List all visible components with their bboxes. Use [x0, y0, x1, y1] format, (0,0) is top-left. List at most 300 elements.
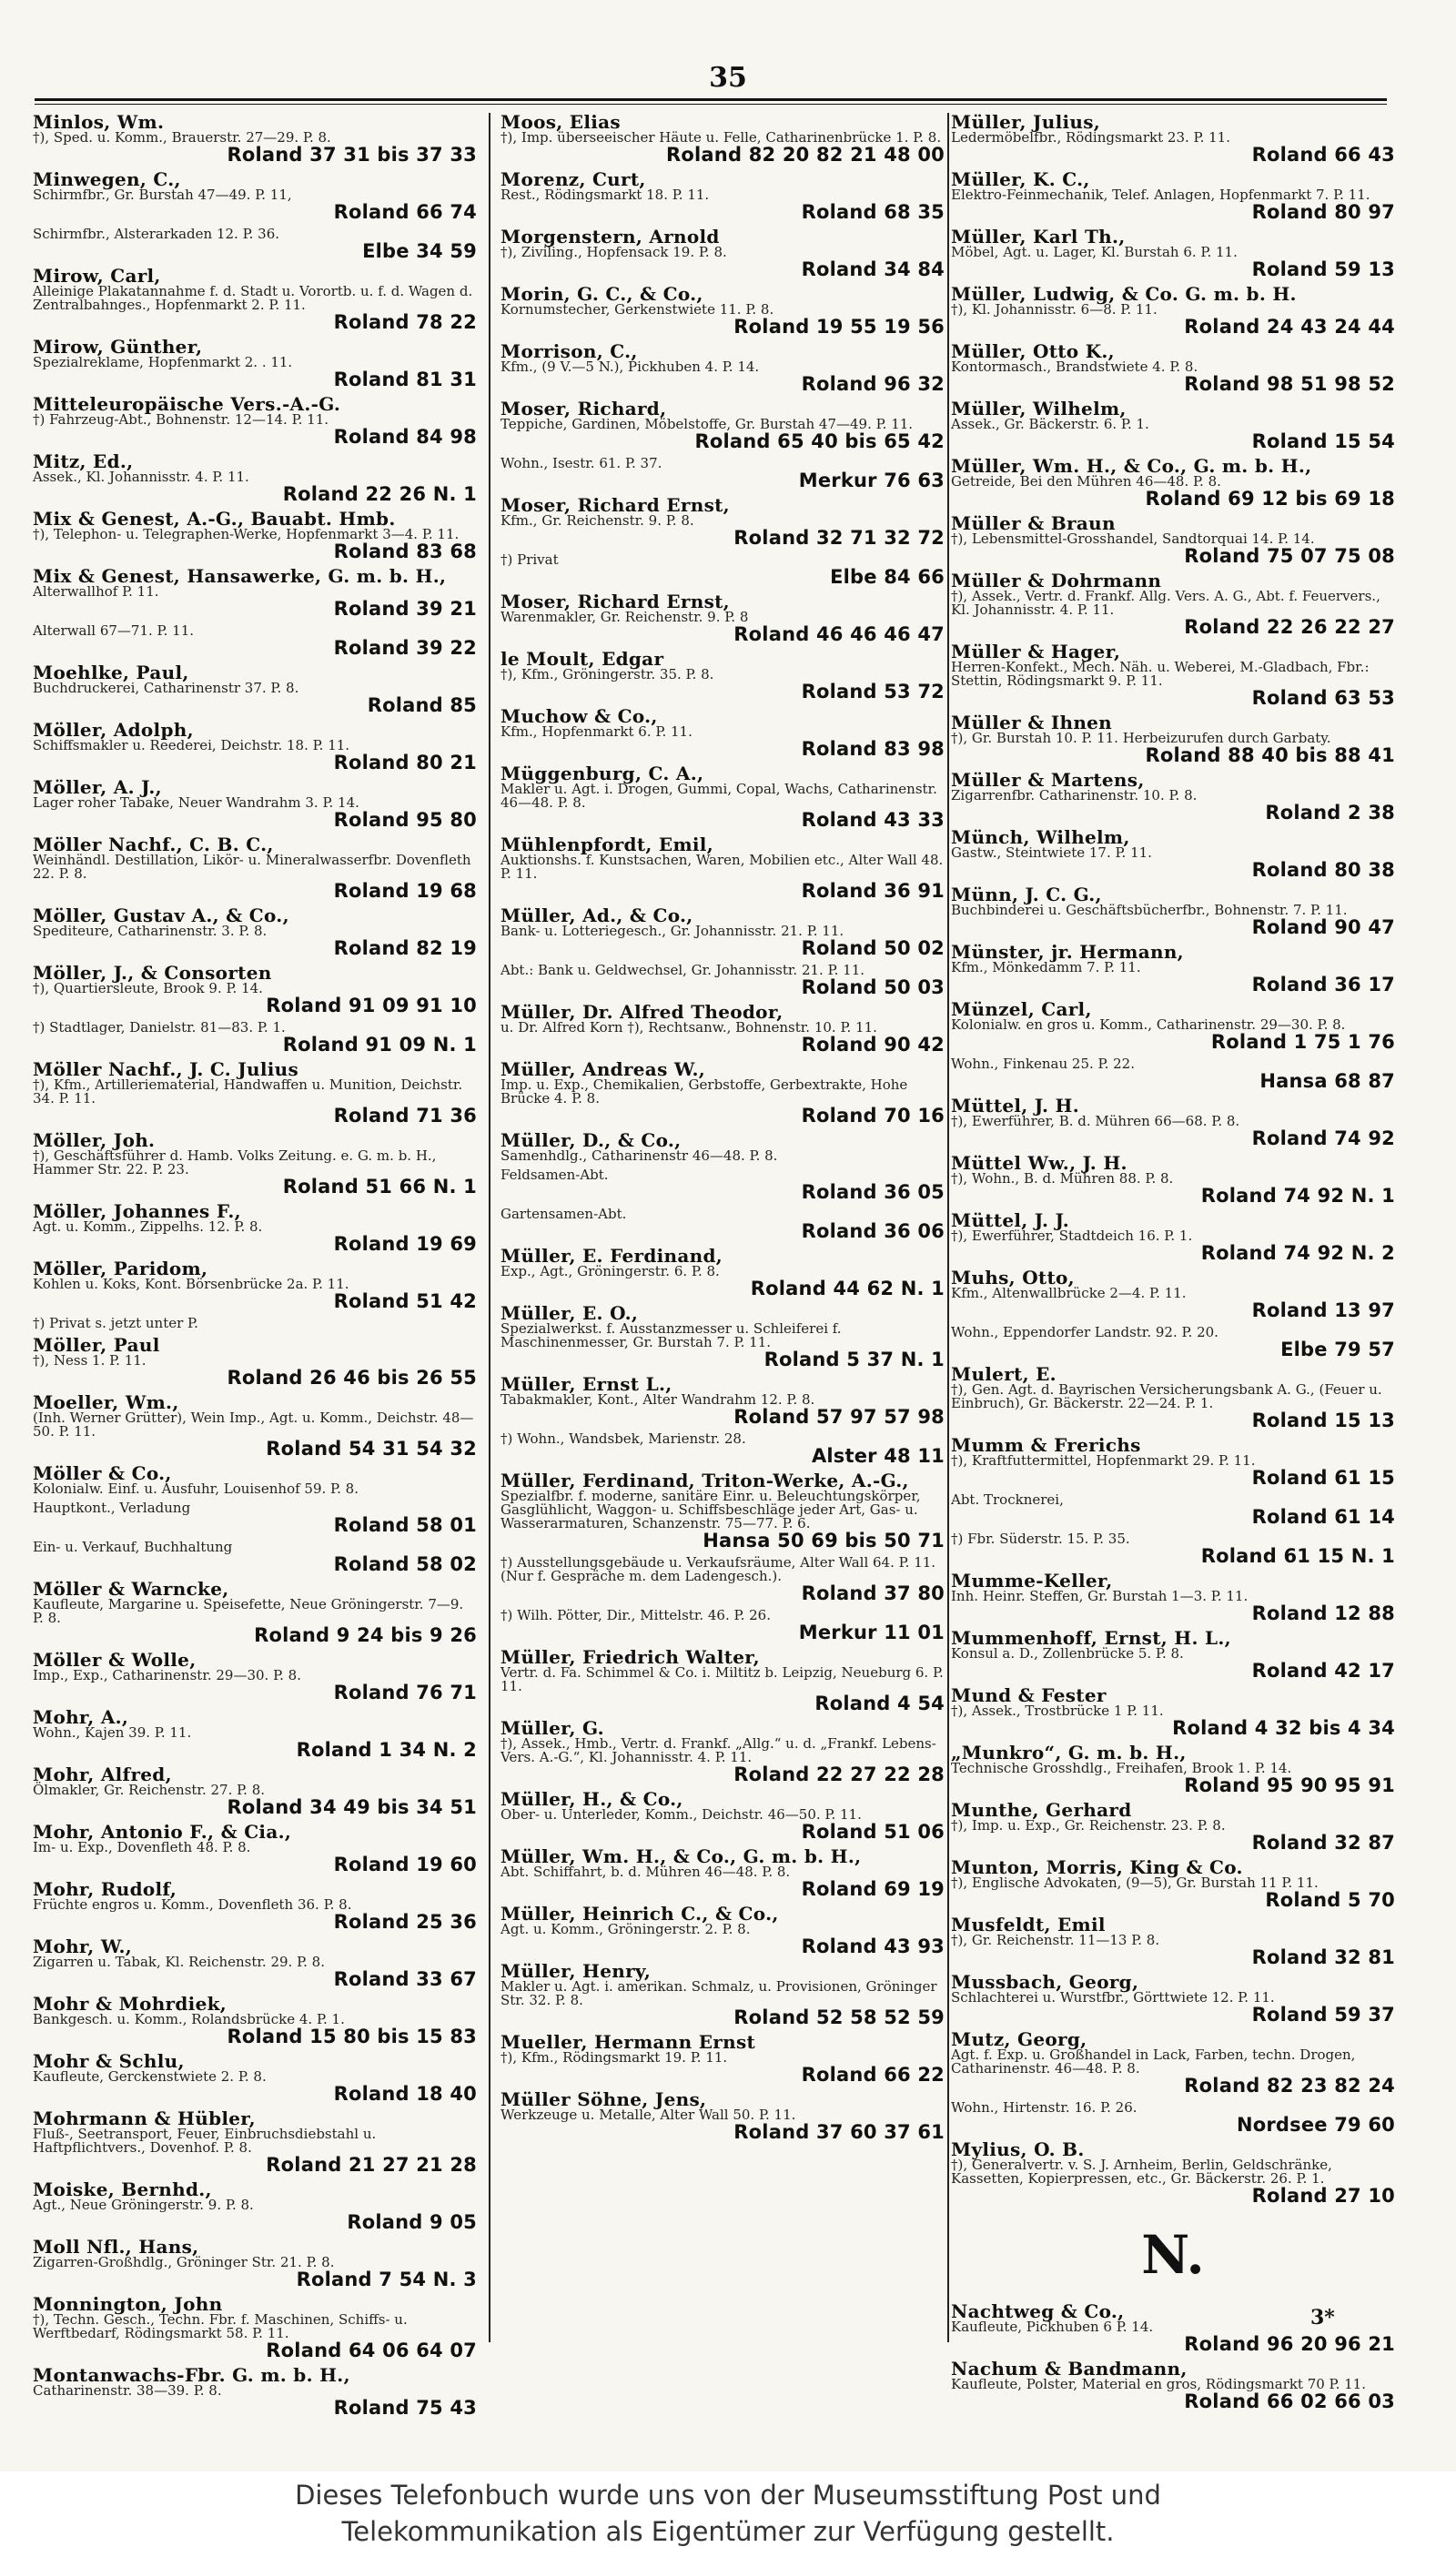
- directory-entry: [33, 1651, 477, 1703]
- entry-name: Müttel, J. J.: [951, 1209, 1070, 1231]
- entry-name: Müller, D., & Co.,: [500, 1129, 682, 1151]
- entry-description: †), Gr. Reichenstr. 11—13 P. 8.: [951, 1932, 1160, 1948]
- entry-name: Müller & Braun: [951, 512, 1116, 534]
- directory-entry: [33, 1765, 477, 1817]
- entry-name: Montanwachs-Fbr. G. m. b. H.,: [33, 2364, 350, 2386]
- entry-name: Müller, G.: [500, 1717, 604, 1739]
- entry-description: Konsul a. D., Zollenbrücke 5. P. 8.: [951, 1645, 1184, 1662]
- entry-description: †), Imp. überseeischer Häute u. Felle, Catharinenbrücke 1. P. 8.: [500, 129, 942, 146]
- entry-telephone: Roland 98 51 98 52: [1184, 373, 1395, 395]
- entry-name: Müller, Karl Th.,: [951, 226, 1126, 248]
- entry-name: Müller, Henry,: [500, 1960, 652, 1982]
- entry-telephone: Roland 51 66 N. 1: [282, 1176, 477, 1198]
- entry-name: Mylius, O. B.: [951, 2138, 1085, 2160]
- directory-entry: [33, 1021, 477, 1055]
- entry-description: Elektro-Feinmechanik, Telef. Anlagen, Hopfenmarkt 7. P. 11.: [951, 187, 1370, 203]
- directory-entry: [500, 342, 945, 394]
- entry-telephone: Roland 33 67: [333, 1968, 477, 1990]
- directory-entry: [33, 113, 477, 165]
- entry-description: †), Assek., Vertr. d. Frankf. Allg. Vers. A. G., Abt. f. Feuervers., Kl. Johannisstr. 4. P. 11.: [951, 588, 1380, 618]
- entry-description: Werkzeuge u. Metalle, Alter Wall 50. P. 11.: [500, 2107, 796, 2123]
- entry-description: u. Dr. Alfred Korn †), Rechtsanw., Bohnenstr. 10. P. 11.: [500, 1019, 877, 1036]
- directory-entry: [33, 1937, 477, 1989]
- directory-entry: [33, 170, 477, 222]
- entry-telephone: Nordsee 79 60: [1236, 2114, 1395, 2136]
- entry-telephone: Roland 43 33: [801, 809, 945, 831]
- entry-name: Müller, Dr. Alfred Theodor,: [500, 1001, 784, 1023]
- directory-entry: [951, 170, 1395, 222]
- directory-entry: [951, 1365, 1395, 1430]
- entry-name: Müller Söhne, Jens,: [500, 2088, 707, 2110]
- entry-description: †), Quartiersleute, Brook 9. P. 14.: [33, 980, 263, 996]
- entry-telephone: Roland 90 42: [801, 1034, 945, 1056]
- entry-name: Müller, Friedrich Walter,: [500, 1646, 760, 1668]
- entry-telephone: Roland 75 43: [333, 2397, 477, 2419]
- directory-entry: [33, 1259, 477, 1311]
- directory-entry: [951, 514, 1395, 566]
- entry-description: †), Imp. u. Exp., Gr. Reichenstr. 23. P. 8.: [951, 1817, 1226, 1834]
- entry-name: Müller & Dohrmann: [951, 570, 1162, 591]
- directory-entry: [33, 778, 477, 830]
- entry-name: Müller, Wm. H., & Co., G. m. b. H.,: [500, 1845, 862, 1867]
- directory-entry: [951, 1629, 1395, 1681]
- entry-description: Wohn., Eppendorfer Landstr. 92. P. 20.: [951, 1324, 1218, 1340]
- entry-description: Spezialwerkst. f. Ausstanzmesser u. Schleiferei f. Maschinenmesser, Gr. Burstah 7. P. 11.: [500, 1320, 842, 1350]
- entry-telephone: Roland 78 22: [333, 311, 477, 333]
- entry-description: Ölmakler, Gr. Reichenstr. 27. P. 8.: [33, 1782, 265, 1798]
- entry-description: Im- u. Exp., Dovenfleth 48. P. 8.: [33, 1839, 251, 1855]
- entry-description: †), Lebensmittel-Grosshandel, Sandtorquai 14. P. 14.: [951, 531, 1315, 547]
- directory-entry: [500, 496, 945, 548]
- entry-name: Mühlenpfordt, Emil,: [500, 834, 713, 855]
- column-right: [951, 111, 1395, 2412]
- directory-entry: [500, 1131, 945, 1163]
- directory-entry: [500, 2090, 945, 2142]
- entry-name: Müller, Julius,: [951, 111, 1101, 133]
- directory-entry: [33, 1464, 477, 1496]
- entry-name: Münch, Wilhelm,: [951, 826, 1130, 848]
- directory-entry: [500, 1168, 945, 1202]
- entry-description: †), Kl. Johannisstr. 6—8. P. 11.: [951, 301, 1158, 318]
- entry-telephone: Roland 71 36: [333, 1105, 477, 1127]
- entry-telephone: Roland 51 42: [333, 1290, 477, 1312]
- entry-telephone: Roland 36 06: [801, 1220, 945, 1242]
- entry-name: Musfeldt, Emil: [951, 1914, 1106, 1935]
- entry-telephone: Merkur 11 01: [798, 1622, 945, 1643]
- directory-entry: [951, 1326, 1395, 1359]
- directory-entry: [500, 1432, 945, 1466]
- header-rule: [35, 98, 1387, 105]
- entry-name: Mix & Genest, A.-G., Bauabt. Hmb.: [33, 508, 396, 530]
- entry-name: Mohr & Mohrdiek,: [33, 1993, 228, 2015]
- entry-telephone: Roland 85: [367, 694, 477, 716]
- directory-entry: [951, 1532, 1395, 1566]
- entry-description: Kontormasch., Brandstwiete 4. P. 8.: [951, 359, 1198, 375]
- entry-description: Bankgesch. u. Komm., Rolandsbrücke 4. P. 1.: [33, 2011, 345, 2027]
- entry-description: †), Geschäftsführer d. Hamb. Volks Zeitung. e. G. m. b. H., Hammer Str. 22. P. 23.: [33, 1147, 437, 1177]
- entry-telephone: Alster 48 11: [811, 1445, 945, 1467]
- entry-telephone: Roland 69 12 bis 69 18: [1145, 488, 1395, 510]
- directory-entry: [33, 1880, 477, 1932]
- entry-description: Wohn., Isestr. 61. P. 37.: [500, 455, 662, 471]
- directory-entry: [33, 227, 477, 261]
- entry-description: †), Ewerführer, Stadtdeich 16. P. 1.: [951, 1228, 1193, 1244]
- entry-name: Monnington, John: [33, 2293, 223, 2315]
- entry-name: Moeller, Wm.,: [33, 1391, 179, 1413]
- directory-entry: [500, 1375, 945, 1427]
- entry-telephone: Roland 12 88: [1251, 1602, 1395, 1624]
- directory-entry: [500, 113, 945, 165]
- entry-telephone: Roland 37 60 37 61: [733, 2121, 945, 2143]
- directory-entry: [951, 1858, 1395, 1910]
- directory-entry: [33, 452, 477, 504]
- entry-telephone: Roland 80 38: [1251, 859, 1395, 881]
- entry-telephone: Roland 91 09 N. 1: [282, 1034, 477, 1056]
- directory-entry: [500, 1719, 945, 1784]
- directory-entry: [33, 2295, 477, 2360]
- entry-description: Agt. u. Komm., Zippelhs. 12. P. 8.: [33, 1218, 263, 1235]
- directory-entry: [951, 113, 1395, 165]
- directory-entry: [500, 1905, 945, 1956]
- directory-entry: [33, 835, 477, 901]
- entry-name: Müller, Ad., & Co.,: [500, 905, 693, 926]
- entry-telephone: Roland 69 19: [801, 1878, 945, 1900]
- entry-description: Ein- u. Verkauf, Buchhaltung: [33, 1539, 233, 1555]
- entry-name: Mutz, Georg,: [951, 2028, 1087, 2050]
- entry-description: Abt. Schiffahrt, b. d. Mühren 46—48. P. 8.: [500, 1864, 791, 1880]
- entry-description: Feldsamen-Abt.: [500, 1167, 609, 1183]
- entry-telephone: Roland 74 92 N. 1: [1200, 1185, 1395, 1207]
- directory-entry: [500, 553, 945, 587]
- entry-description: Auktionshs. f. Kunstsachen, Waren, Mobilien etc., Alter Wall 48. P. 11.: [500, 852, 944, 882]
- page-signature: 3*: [1310, 2306, 1335, 2330]
- entry-description: Wohn., Finkenau 25. P. 22.: [951, 1056, 1135, 1072]
- entry-name: Möller, Johannes F.,: [33, 1200, 241, 1222]
- directory-entry: [500, 1003, 945, 1055]
- entry-name: Moos, Elias: [500, 111, 621, 133]
- entry-telephone: Roland 36 17: [1251, 974, 1395, 996]
- entry-description: †), Sped. u. Komm., Brauerstr. 27—29. P. 8.: [33, 129, 331, 146]
- entry-telephone: Roland 81 31: [333, 369, 477, 390]
- entry-description: Warenmakler, Gr. Reichenstr. 9. P. 8: [500, 609, 749, 625]
- entry-name: Münn, J. C. G.,: [951, 884, 1102, 905]
- directory-entry: [33, 1708, 477, 1760]
- entry-telephone: Roland 84 98: [333, 426, 477, 448]
- directory-entry: [500, 1962, 945, 2027]
- entry-description: Kfm., Altenwallbrücke 2—4. P. 11.: [951, 1285, 1187, 1301]
- entry-telephone: Roland 36 05: [801, 1181, 945, 1203]
- entry-telephone: Roland 1 34 N. 2: [296, 1739, 477, 1761]
- entry-description: Lager roher Tabake, Neuer Wandrahm 3. P. 14.: [33, 794, 359, 811]
- entry-telephone: Roland 5 37 N. 1: [763, 1349, 945, 1370]
- entry-telephone: Roland 91 09 91 10: [266, 995, 477, 1016]
- directory-entry: [33, 663, 477, 715]
- entry-telephone: Merkur 76 63: [798, 470, 945, 491]
- entry-telephone: Roland 90 47: [1251, 916, 1395, 938]
- entry-telephone: Roland 27 10: [1251, 2185, 1395, 2207]
- directory-entry: [951, 1572, 1395, 1623]
- entry-description: †), Englische Advokaten, (9—5), Gr. Burstah 11 P. 11.: [951, 1875, 1319, 1891]
- entry-telephone: Roland 68 35: [801, 201, 945, 223]
- directory-entry: [951, 1493, 1395, 1527]
- entry-description: †) Privat: [500, 551, 559, 568]
- entry-name: Möller, Joh.: [33, 1129, 156, 1151]
- entry-description: †), Techn. Gesch., Techn. Fbr. f. Maschinen, Schiffs- u. Werftbedarf, Rödingsmarkt 58. P. 11.: [33, 2311, 408, 2341]
- directory-entry: [33, 567, 477, 619]
- entry-description: Samenhdlg., Catharinenstr 46—48. P. 8.: [500, 1147, 778, 1164]
- entry-telephone: Roland 21 27 21 28: [266, 2154, 477, 2176]
- column-middle: [500, 113, 945, 2333]
- entry-description: Spezialreklame, Hopfenmarkt 2. . 11.: [33, 354, 293, 370]
- entry-description: †), Gen. Agt. d. Bayrischen Versicherungsbank A. G., (Feuer u. Einbruch), Gr. Bäckerstr. 22—24. P. 1.: [951, 1381, 1382, 1411]
- entry-description: Schirmfbr., Alsterarkaden 12. P. 36.: [33, 226, 280, 242]
- entry-telephone: Roland 4 32 bis 4 34: [1172, 1717, 1395, 1739]
- entry-name: Müggenburg, C. A.,: [500, 763, 704, 784]
- directory-entry: [33, 338, 477, 389]
- entry-description: †), Kfm., Rödingsmarkt 19. P. 11.: [500, 2049, 728, 2066]
- entry-name: Morin, G. C., & Co.,: [500, 283, 703, 305]
- entry-description: Getreide, Bei den Mühren 46—48. P. 8.: [951, 473, 1221, 490]
- entry-description: Buchbinderei u. Geschäftsbücherfbr., Bohnenstr. 7. P. 11.: [951, 902, 1348, 918]
- entry-telephone: Roland 37 80: [801, 1582, 945, 1604]
- entry-name: Mirow, Günther,: [33, 336, 203, 358]
- entry-description: Gastw., Steintwiete 17. P. 11.: [951, 844, 1152, 861]
- page-number: 35: [709, 62, 747, 94]
- entry-description: †), Kfm., Gröningerstr. 35. P. 8.: [500, 666, 714, 682]
- entry-description: Zigarren u. Tabak, Kl. Reichenstr. 29. P. 8.: [33, 1954, 325, 1970]
- entry-telephone: Roland 82 23 82 24: [1184, 2075, 1395, 2097]
- entry-telephone: Roland 61 15: [1251, 1467, 1395, 1489]
- entry-description: Inh. Heinr. Steffen, Gr. Burstah 1—3. P. 11.: [951, 1588, 1249, 1604]
- entry-telephone: Roland 58 02: [333, 1553, 477, 1575]
- entry-description: Catharinenstr. 38—39. P. 8.: [33, 2382, 222, 2399]
- entry-description: Kaufleute, Pickhuben 6 P. 14.: [951, 2319, 1154, 2335]
- entry-telephone: Roland 19 69: [333, 1233, 477, 1255]
- directory-entry: [500, 399, 945, 451]
- footer-notice: [0, 2471, 1456, 2557]
- entry-telephone: Roland 1 75 1 76: [1210, 1031, 1395, 1053]
- entry-description: Kfm., Gr. Reichenstr. 9. P. 8.: [500, 512, 694, 529]
- directory-entry: [33, 964, 477, 1016]
- directory-entry: [500, 1847, 945, 1899]
- entry-description: Agt. u. Komm., Gröningerstr. 2. P. 8.: [500, 1921, 751, 1937]
- entry-telephone: Roland 50 03: [801, 976, 945, 998]
- directory-entry: [500, 1471, 945, 1551]
- entry-name: Möller & Co.,: [33, 1462, 172, 1484]
- footer-line-2: Telekommunikation als Eigentümer zur Verfügung gestellt.: [341, 2516, 1115, 2547]
- directory-entry: [951, 1211, 1395, 1263]
- entry-name: Müller, E. O.,: [500, 1302, 639, 1324]
- directory-entry: [500, 1060, 945, 1126]
- entry-name: Möller & Wolle,: [33, 1649, 197, 1671]
- entry-telephone: Roland 36 91: [801, 880, 945, 902]
- entry-description: Teppiche, Gardinen, Möbelstoffe, Gr. Burstah 47—49. P. 11.: [500, 416, 914, 432]
- entry-name: Möller, A. J.,: [33, 776, 162, 798]
- entry-telephone: Roland 13 97: [1251, 1299, 1395, 1321]
- entry-description: †), Ness 1. P. 11.: [33, 1352, 147, 1369]
- entry-description: Makler u. Agt. i. amerikan. Schmalz, u. Provisionen, Gröninger Str. 32. P. 8.: [500, 1978, 937, 2008]
- entry-telephone: Roland 82 20 82 21 48 00: [666, 144, 945, 166]
- entry-name: Möller, Paul: [33, 1334, 160, 1356]
- directory-entry: [500, 592, 945, 644]
- entry-telephone: Roland 61 14: [1251, 1506, 1395, 1528]
- entry-name: Münzel, Carl,: [951, 998, 1092, 1020]
- entry-description: Buchdruckerei, Catharinenstr 37. P. 8.: [33, 680, 299, 696]
- entry-telephone: Roland 4 54: [814, 1693, 945, 1714]
- directory-entry: [951, 642, 1395, 708]
- entry-name: Mirow, Carl,: [33, 265, 161, 287]
- entry-description: Spezialfbr. f. moderne, sanitäre Einr. u. Beleuchtungskörper, Gasglühlicht, Waggon- u. Schiffsbeschläge jeder Art, Gas- u. Wasserarmaturen, Schanzenstr. 75—77. P. 6.: [500, 1488, 921, 1531]
- directory-entry: [500, 1648, 945, 1713]
- directory-entry: [951, 771, 1395, 823]
- directory-entry: [500, 227, 945, 279]
- entry-name: Moser, Richard Ernst,: [500, 494, 730, 516]
- entry-name: Müller, Wm. H., & Co., G. m. b. H.,: [951, 455, 1312, 477]
- directory-entry: [951, 1915, 1395, 1967]
- entry-name: Nachtweg & Co.,: [951, 2300, 1125, 2322]
- directory-entry: [951, 943, 1395, 995]
- entry-description: †) Stadtlager, Danielstr. 81—83. P. 1.: [33, 1019, 286, 1036]
- entry-telephone: Roland 75 07 75 08: [1184, 545, 1395, 567]
- entry-telephone: Roland 42 17: [1251, 1660, 1395, 1682]
- entry-name: Müller & Ihnen: [951, 712, 1113, 733]
- entry-name: Müller, Otto K.,: [951, 340, 1115, 362]
- entry-telephone: Roland 22 26 N. 1: [282, 483, 477, 505]
- entry-description: †), Ziviling., Hopfensack 19. P. 8.: [500, 244, 727, 260]
- directory-entry: [33, 1393, 477, 1459]
- entry-description: Schirmfbr., Gr. Burstah 47—49. P. 11,: [33, 187, 292, 203]
- entry-name: Möller Nachf., J. C. Julius: [33, 1058, 299, 1080]
- entry-telephone: Roland 50 02: [801, 937, 945, 959]
- entry-description: (Inh. Werner Grütter), Wein Imp., Agt. u. Komm., Deichstr. 48—50. P. 11.: [33, 1410, 474, 1440]
- entry-telephone: Roland 52 58 52 59: [733, 2006, 945, 2028]
- entry-telephone: Roland 37 31 bis 37 33: [227, 144, 477, 166]
- entry-description: Rest., Rödingsmarkt 18. P. 11.: [500, 187, 710, 203]
- entry-name: Mohr, A.,: [33, 1706, 129, 1728]
- entry-description: Makler u. Agt. i. Drogen, Gummi, Copal, Wachs, Catharinenstr. 46—48. P. 8.: [500, 781, 937, 811]
- directory-entry: [500, 707, 945, 759]
- entry-description: †), Kraftfuttermittel, Hopfenmarkt 29. P. 11.: [951, 1452, 1256, 1469]
- entry-name: Möller, Paridom,: [33, 1258, 208, 1279]
- directory-entry: [33, 906, 477, 958]
- directory-entry: [951, 1686, 1395, 1738]
- entry-telephone: Roland 34 49 bis 34 51: [227, 1796, 477, 1818]
- entry-telephone: Roland 34 84: [801, 258, 945, 280]
- entry-telephone: Roland 64 06 64 07: [266, 2340, 477, 2361]
- directory-entry: [951, 2360, 1395, 2411]
- entry-description: †), Gr. Burstah 10. P. 11. Herbeizurufen durch Garbaty.: [951, 730, 1331, 746]
- directory-entry: [33, 721, 477, 773]
- entry-name: Moll Nfl., Hans,: [33, 2236, 199, 2258]
- entry-name: Mummenhoff, Ernst, H. L.,: [951, 1627, 1231, 1649]
- entry-name: Mund & Fester: [951, 1684, 1107, 1706]
- entry-telephone: Roland 24 43 24 44: [1184, 316, 1395, 338]
- entry-description: †), Ewerführer, B. d. Mühren 66—68. P. 8.: [951, 1113, 1240, 1129]
- entry-description: †) Fahrzeug-Abt., Bohnenstr. 12—14. P. 11.: [33, 411, 329, 428]
- entry-telephone: Roland 32 81: [1251, 1946, 1395, 1968]
- entry-telephone: Roland 66 43: [1251, 144, 1395, 166]
- entry-telephone: Roland 74 92: [1251, 1127, 1395, 1149]
- directory-entry: [500, 764, 945, 830]
- directory-entry: [33, 1995, 477, 2047]
- entry-name: Möller & Warncke,: [33, 1578, 229, 1600]
- entry-telephone: Roland 39 21: [333, 598, 477, 620]
- entry-telephone: Roland 43 93: [801, 1935, 945, 1957]
- entry-description: †) Ausstellungsgebäude u. Verkaufsräume, Alter Wall 64. P. 11. (Nur f. Gespräche m. dem Ladengesch.).: [500, 1554, 936, 1584]
- entry-telephone: Roland 22 27 22 28: [733, 1764, 945, 1785]
- directory-entry: [500, 1247, 945, 1299]
- entry-description: Tabakmakler, Kont., Alter Wandrahm 12. P. 8.: [500, 1391, 815, 1408]
- directory-entry: [951, 227, 1395, 279]
- directory-entry: [33, 395, 477, 447]
- entry-description: Kfm., (9 V.—5 N.), Pickhuben 4. P. 14.: [500, 359, 760, 375]
- entry-telephone: Roland 54 31 54 32: [266, 1438, 477, 1460]
- directory-entry: [951, 457, 1395, 509]
- entry-description: †) Wilh. Pötter, Dir., Mittelstr. 46. P. 26.: [500, 1607, 771, 1623]
- entry-telephone: Roland 19 60: [333, 1854, 477, 1875]
- entry-description: Herren-Konfekt., Mech. Näh. u. Weberei, M.-Gladbach, Fbr.: Stettin, Rödingsmarkt 9. P. 11.: [951, 659, 1370, 689]
- entry-description: Kfm., Hopfenmarkt 6. P. 11.: [500, 723, 693, 740]
- entry-description: Schlachterei u. Wurstfbr., Görttwiete 12. P. 11.: [951, 1989, 1275, 2006]
- directory-entry: [951, 342, 1395, 394]
- entry-telephone: Roland 18 40: [333, 2083, 477, 2105]
- entry-telephone: Roland 26 46 bis 26 55: [227, 1367, 477, 1389]
- entry-name: Müller, Wilhelm,: [951, 398, 1127, 419]
- directory-entry: [33, 1501, 477, 1535]
- directory-entry: [951, 285, 1395, 337]
- entry-telephone: Roland 59 37: [1251, 2004, 1395, 2026]
- directory-entry: [951, 828, 1395, 880]
- directory-entry: [500, 906, 945, 958]
- entry-name: Moser, Richard,: [500, 398, 667, 419]
- entry-description: Imp. u. Exp., Chemikalien, Gerbstoffe, Gerbextrakte, Hohe Brücke 4. P. 8.: [500, 1076, 908, 1107]
- directory-entry: [951, 1268, 1395, 1320]
- entry-name: Müller, H., & Co.,: [500, 1788, 683, 1810]
- entry-description: Bank- u. Lotteriegesch., Gr. Johannisstr. 21. P. 11.: [500, 923, 844, 939]
- entry-telephone: Elbe 34 59: [362, 240, 477, 262]
- directory-entry: [500, 285, 945, 337]
- entry-telephone: Roland 25 36: [333, 1911, 477, 1933]
- directory-entry: [500, 1790, 945, 1842]
- directory-entry: [951, 1057, 1395, 1091]
- directory-entry: [500, 964, 945, 997]
- directory-entry: [951, 1801, 1395, 1853]
- entry-description: †), Wohn., B. d. Mühren 88. P. 8.: [951, 1170, 1174, 1187]
- entry-telephone: Roland 46 46 46 47: [733, 623, 945, 645]
- entry-name: Müller, E. Ferdinand,: [500, 1245, 723, 1267]
- entry-telephone: Roland 83 98: [801, 738, 945, 760]
- entry-telephone: Roland 80 21: [333, 752, 477, 773]
- entry-name: Mohr, Alfred,: [33, 1764, 172, 1785]
- directory-entry: [951, 1000, 1395, 1052]
- entry-description: Kaufleute, Gerckenstwiete 2. P. 8.: [33, 2068, 267, 2085]
- entry-name: Moser, Richard Ernst,: [500, 591, 730, 612]
- directory-entry: [951, 571, 1395, 637]
- entry-telephone: Roland 74 92 N. 2: [1200, 1242, 1395, 1264]
- directory-entry: [33, 2180, 477, 2232]
- entry-name: Mussbach, Georg,: [951, 1971, 1139, 1993]
- entry-description: Kohlen u. Koks, Kont. Börsenbrücke 2a. P. 11.: [33, 1276, 349, 1292]
- entry-telephone: Roland 63 53: [1251, 687, 1395, 709]
- entry-telephone: Roland 9 05: [347, 2211, 477, 2233]
- entry-description: Imp., Exp., Catharinenstr. 29—30. P. 8.: [33, 1667, 301, 1683]
- footer-line-1: Dieses Telefonbuch wurde uns von der Museumsstiftung Post und: [295, 2480, 1161, 2511]
- directory-entry: [33, 510, 477, 561]
- entry-telephone: Elbe 84 66: [830, 566, 945, 588]
- entry-description: Wohn., Kajen 39. P. 11.: [33, 1724, 192, 1741]
- directory-entry: [33, 1580, 477, 1645]
- entry-name: Morrison, C.,: [500, 340, 638, 362]
